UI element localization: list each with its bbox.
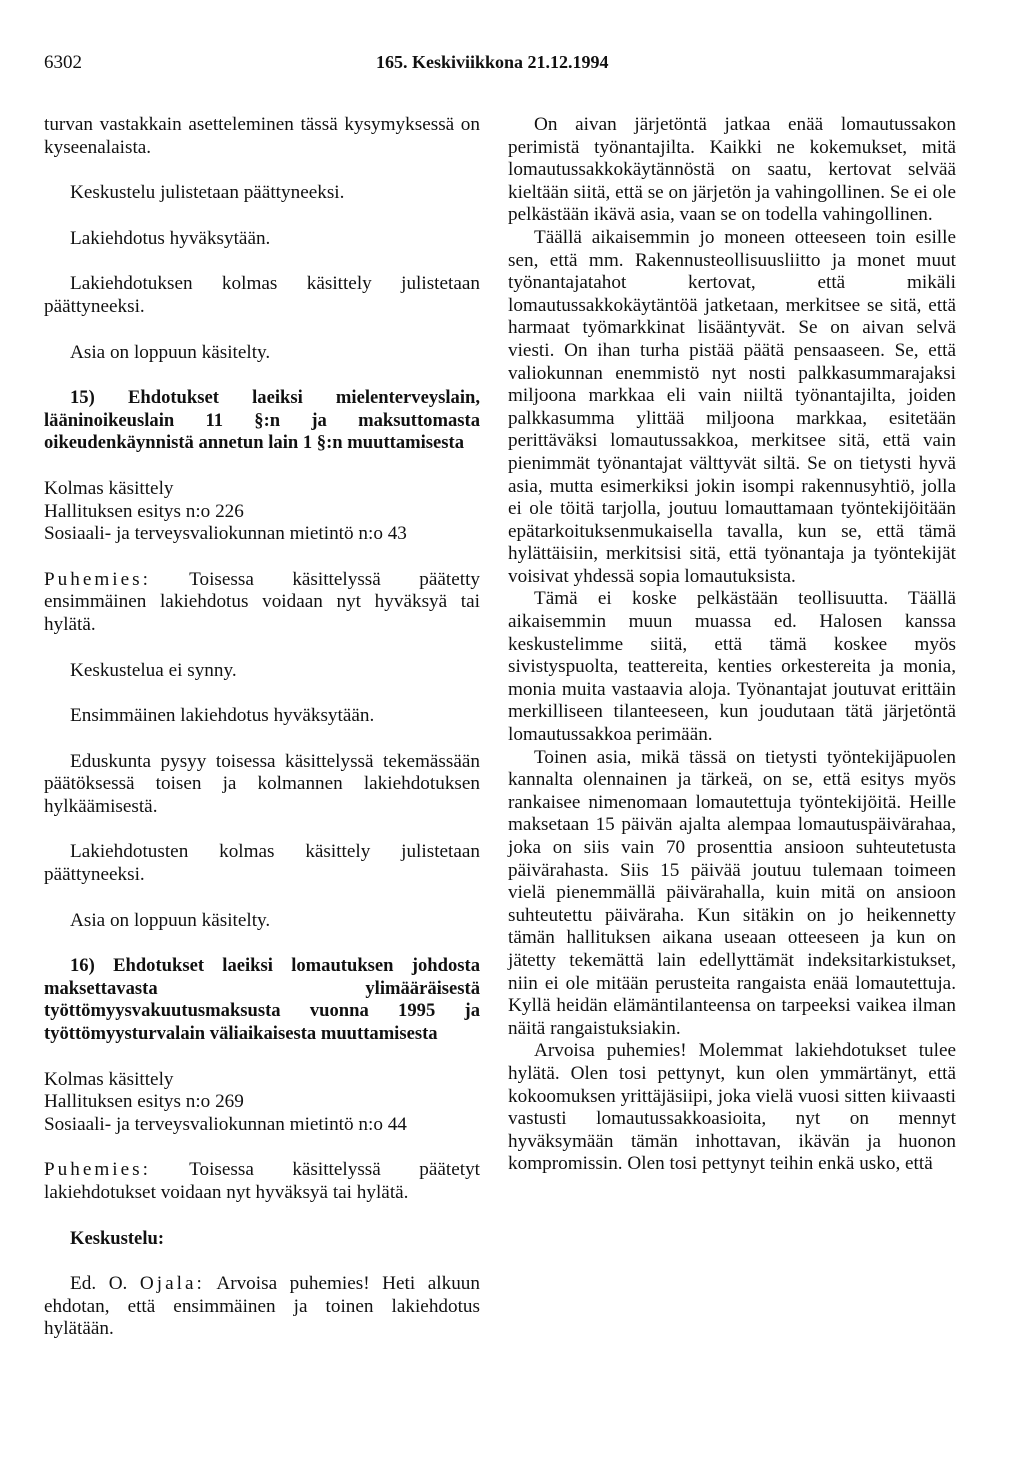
info-line: Sosiaali- ja terveysvaliokunnan mietintö n:o 44 [44,1113,407,1135]
speaker-name: Puhemies: [44,568,151,590]
paragraph: Asia on loppuun käsitelty. [70,341,271,363]
discussion-label: Keskustelu: [70,1227,165,1249]
paragraph: Tämä ei koske pelkästään teollisuutta. Täällä aikaisemmin muun muassa ed. Halosen kanssa keskustelimme siitä, että tämä koskee myös sivistyspuolta, teattereita, kenties orkestereita ja monia, monia muita vastaavia aloja. Työnantajat joutuvat erittäin merkilliseen tilanteeseen, kun joudutaan tätä järjetöntä lomautussakkoa perimään. [508,588,956,746]
paragraph: Lakiehdotuksen kolmas käsittely julistetaan päättyneeksi. [44,273,480,317]
speaker-paragraph [44,569,480,637]
bill-info-15 [44,478,480,546]
info-line: Sosiaali- ja terveysvaliokunnan mietintö n:o 43 [44,523,407,545]
bill-info-16 [44,1069,480,1137]
speaker-prefix: Ed. O. [70,1273,140,1295]
paragraph: Lakiehdotusten kolmas käsittely julistetaan päättyneeksi. [44,841,480,886]
speech-text: Toisessa käsittelyssä päätetyt lakiehdotukset voidaan nyt hyväksyä tai hylätä. [44,1159,480,1203]
paragraph: Täällä aikaisemmin jo moneen otteeseen toin esille sen, että mm. Rakennusteollisuusliitto ja monet muut työnantajatahot kertovat, että mikäli lomautussakkokäytäntöä jatketaan, merkitsee se sitä, että harmaat työmarkkinat lisääntyvät. Se on aivan selvä viesti. On ihan turha pistää päätä pensaaseen. Se, että valiokunnan enemmistö nyt nosti palkkasummarajaksi miljoona markkaa eli vain niiltä työnantajilta, joiden palkkasumma ylittää miljoona markkaa, esitetään perittäväksi lomautussakkoa, merkitsee sitä, että vain pienimmät työnantajat välttyvät siltä. Se on tietysti hyvä asia, mutta esimerkiksi jokin isompi rakennusyhtiö, jolla ei ole töitä tarjolla, joutuu lomauttamaan työntekijöitään epätarkoituksenmukaisella tavalla, kun se, että tämä hylättäisiin, merkitsisi sitä, että työnantaja ja työntekijät voisivat yhdessä sopia lomautuksista. [508,226,956,587]
paragraph: Arvoisa puhemies! Molemmat lakiehdotukset tulee hylätä. Olen tosi pettynyt, kun olen ymmärtänyt, että kokoomuksen yrittäjäsiipi, joka vielä vuosi sitten kiivaasti vastusti lomautussakkoasioita, nyt on mennyt hyväksymään tämän inhottavan, ikävän ja huonon kompromissin. Olen tosi pettynyt teihin enkä usko, että [508,1040,956,1175]
speaker-paragraph [44,1159,480,1204]
paragraph: Keskustelu julistetaan päättyneeksi. [70,182,345,204]
paragraph: Lakiehdotus hyväksytään. [70,227,271,249]
speech-text: Toisessa käsittelyssä päätetty ensimmäinen lakiehdotus voidaan nyt hyväksyä tai hylätä. [44,568,480,635]
page-number: 6302 [44,52,82,73]
info-line: Hallituksen esitys n:o 226 [44,500,244,522]
info-line: Kolmas käsittely [44,1068,174,1090]
paragraph: Keskustelua ei synny. [70,659,237,681]
section-heading-15: 15) Ehdotukset laeiksi mielenterveyslain, lääninoikeuslain 11 §:n ja maksuttomasta oikeudenkäynnistä annetun lain 1 §:n muuttamisesta [44,387,480,454]
right-column [508,114,956,1176]
speaker-name: Puhemies: [44,1159,151,1181]
paragraph: On aivan järjetöntä jatkaa enää lomautussakon perimistä työnantajilta. Kaikki ne kokemukset, mitä lomautussakkokäytännöstä on saatu, kertovat selvää kieltään siitä, että se on järjetön ja vahingollinen. Se ei ole pelkästään ikävä asia, vaan se on todella vahingollinen. [508,114,956,226]
paragraph: Ensimmäinen lakiehdotus hyväksytään. [70,705,375,727]
speech-text: Arvoisa puhemies! Heti alkuun ehdotan, että ensimmäinen ja toinen lakiehdotus hylätään. [44,1273,480,1340]
info-line: Hallituksen esitys n:o 269 [44,1091,244,1113]
paragraph: Toinen asia, mikä tässä on tietysti työntekijäpuolen kannalta olennainen ja tärkeä, on se, että esitys myös rankaisee nimenomaan lomautettuja työntekijöitä. Heille maksetaan 15 päivän ajalta alempaa lomautuspäivärahaa, joka on siis vain 70 prosenttia ansioon suhteutetusta päivärahasta. Siis 15 päivää joutuu tulemaan toimeen vielä pienemmällä päivärahalla, kuin mitä on ansioon suhteutettu päiväraha. Kun sitäkin on jo heikennetty tämän hallituksen aikana useaan otteeseen ja kun on jätetty tekemättä lain edellyttämät indeksitarkistukset, niin ei ole mitään perusteita rangaista enää lomautettuja. Kyllä heidän elämäntilanteensa on tarpeeksi vaikea ilman näitä rangaistuksiakin. [508,746,956,1039]
paragraph: Eduskunta pysyy toisessa käsittelyssä tekemässään päätöksessä toisen ja kolmannen lakiehdotuksen hylkäämisestä. [44,750,480,817]
info-line: Kolmas käsittely [44,477,174,499]
speaker-name: Ojala: [139,1273,205,1295]
paragraph: turvan vastakkain asetteleminen tässä kysymyksessä on kyseenalaista. [44,114,480,158]
running-title: 165. Keskiviikkona 21.12.1994 [376,52,609,72]
page-header [44,52,980,76]
paragraph: Asia on loppuun käsitelty. [70,909,271,931]
section-heading-16: 16) Ehdotukset laeiksi lomautuksen johdosta maksettavasta ylimääräisestä työttömyysvakuutusmaksusta vuonna 1995 ja työttömyysturvalain väliaikaisesta muuttamisesta [44,955,480,1045]
speaker-paragraph [44,1273,480,1341]
left-column [44,114,480,1341]
